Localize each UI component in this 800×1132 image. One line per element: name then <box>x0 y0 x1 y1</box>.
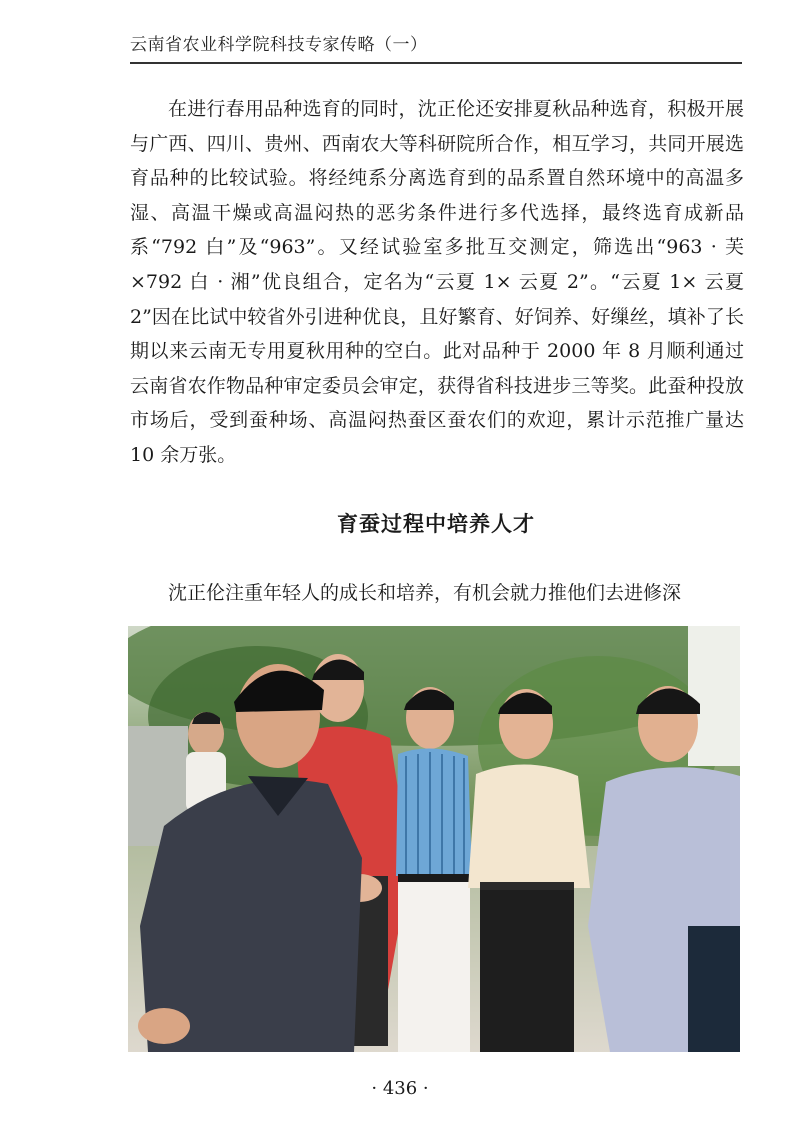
section-heading: 育蚕过程中培养人才 <box>337 512 535 536</box>
body-paragraph-2: 沈正伦注重年轻人的成长和培养，有机会就力推他们去进修深 <box>168 582 682 604</box>
group-photo <box>128 626 740 1052</box>
header-rule <box>130 62 742 64</box>
body-paragraph-1: 在进行春用品种选育的同时，沈正伦还安排夏秋品种选育，积极开展与广西、四川、贵州、西南农大等科研院所合作，相互学习，共同开展选育品种的比较试验。将经纯系分离选育到的品系置自然环境中的高温多湿、高温干燥或高温闷热的恶劣条件进行多代选择，最终选育成新品系“792 白”及“963”。又经试验室多批互交测定，筛选出“963 · 芙 ×792 白 · 湘”优良组合，定名为“云夏 1× 云夏 2”。“云夏 1× 云夏 2”因在比试中较省外引进种优良，且好繁育、好饲养、好缫丝，填补了长期以来云南无专用夏秋用种的空白。此对品种于 2000 年 8 月顺利通过云南省农作物品种审定委员会审定，获得省科技进步三等奖。此蚕种投放市场后，受到蚕种场、高温闷热蚕区蚕农们的欢迎，累计示范推广量达 10 余万张。 <box>130 98 744 466</box>
running-header: 云南省农业科学院科技专家传略（一） <box>130 35 428 55</box>
page-number: · 436 · <box>371 1078 429 1099</box>
